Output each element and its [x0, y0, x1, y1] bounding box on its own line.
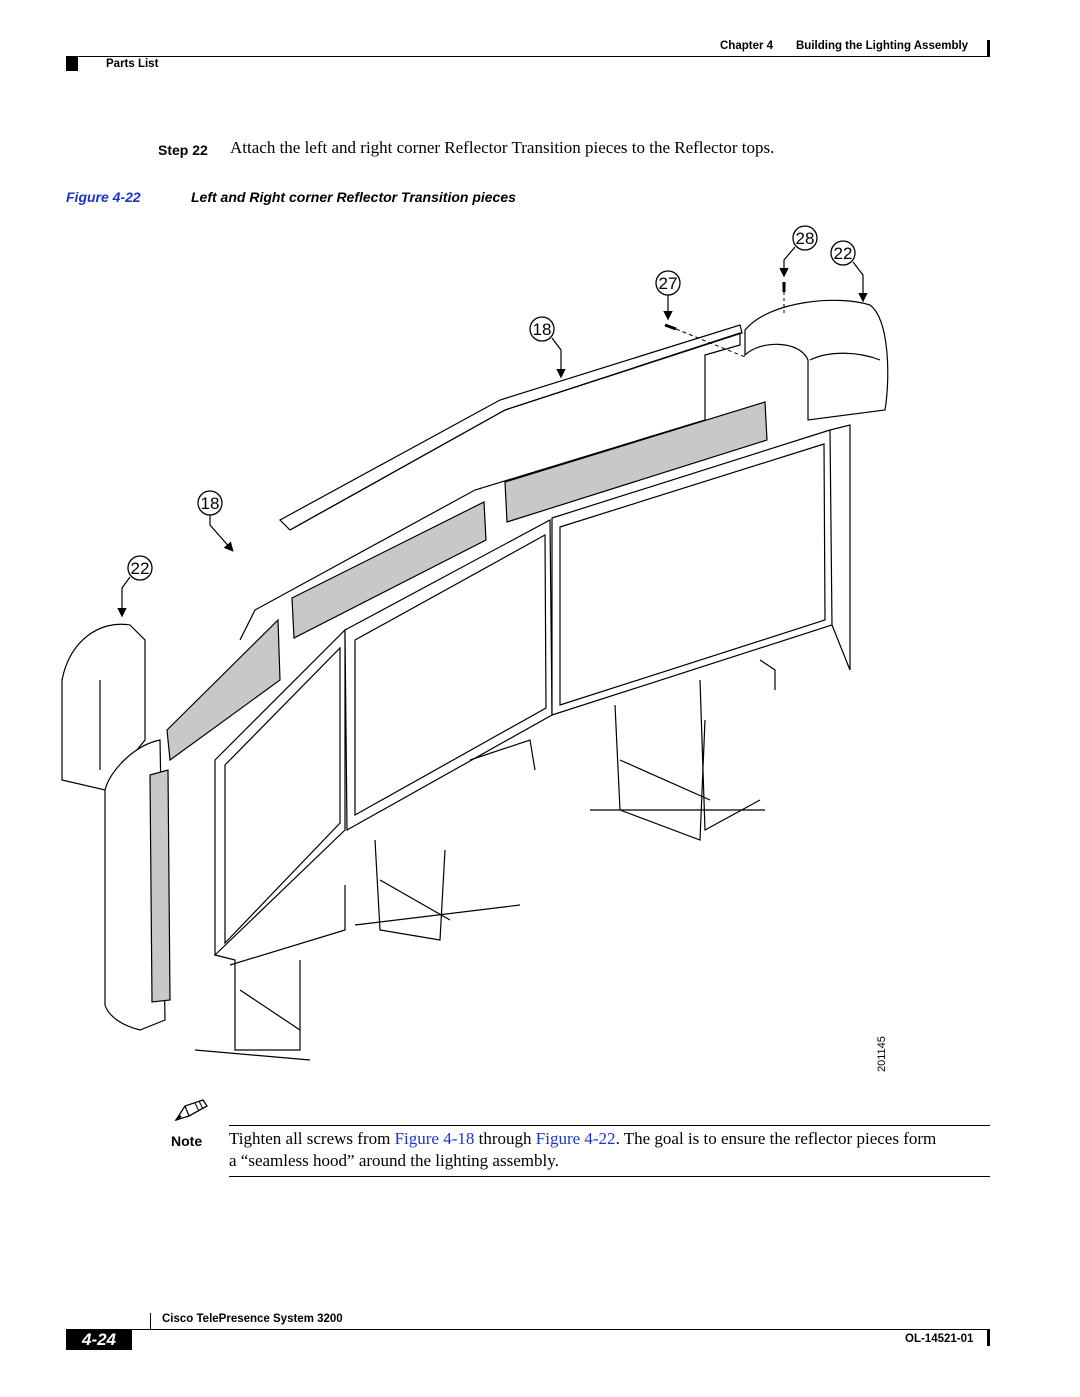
svg-text:22: 22 — [130, 559, 150, 578]
note-label: Note — [171, 1133, 203, 1149]
footer-right-bar — [987, 1330, 990, 1346]
callout-22-right — [831, 241, 863, 300]
callout-18-top — [530, 317, 561, 376]
svg-text:22: 22 — [833, 244, 853, 263]
chapter-label: Chapter 4 — [720, 40, 774, 52]
svg-text:27: 27 — [658, 274, 678, 293]
assembly-drawing — [62, 300, 888, 1060]
note-text-line1 — [229, 1129, 936, 1149]
step-text: Attach the left and right corner Reflector Transition pieces to the Reflector tops. — [230, 138, 775, 157]
figure-label: Figure 4-22 — [66, 189, 141, 205]
callout-22-left — [122, 556, 152, 615]
stand-center — [355, 840, 520, 940]
footer-rule — [66, 1329, 990, 1330]
note-bottom-rule — [229, 1176, 990, 1177]
callout-27 — [656, 271, 680, 318]
link-figure-4-22[interactable]: Figure 4-22 — [535, 1129, 616, 1148]
callout-28 — [784, 226, 817, 275]
note-text-part1: Tighten all screws from — [229, 1129, 395, 1148]
right-transition-piece — [745, 300, 888, 420]
stand-left — [195, 955, 310, 1060]
callout-18-left — [198, 491, 232, 550]
header-section: Parts List — [106, 58, 159, 70]
figure-id: 201145 — [876, 1036, 888, 1072]
note-text-part2: through — [474, 1129, 536, 1148]
step-label: Step 22 — [158, 142, 208, 158]
footer-page-number: 4-24 — [81, 1330, 117, 1349]
header-chapter-title: Building the Lighting Assembly — [796, 40, 969, 52]
note-text-part3: . The goal is to ensure the reflector pieces form — [615, 1129, 937, 1148]
svg-text:18: 18 — [200, 494, 220, 513]
figure-title: Left and Right corner Reflector Transition pieces — [191, 189, 516, 205]
footer-doc-title: Cisco TelePresence System 3200 — [162, 1313, 343, 1325]
note-text-line2: a “seamless hood” around the lighting assembly. — [229, 1151, 559, 1170]
note-top-rule — [229, 1125, 990, 1126]
footer-left-tick — [150, 1313, 151, 1329]
svg-text:18: 18 — [532, 320, 552, 339]
stand-right — [590, 705, 765, 840]
note-pencil-icon — [173, 1098, 213, 1124]
link-figure-4-18[interactable]: Figure 4-18 — [394, 1129, 475, 1148]
footer-doc-id: OL-14521-01 — [905, 1333, 974, 1345]
svg-text:28: 28 — [795, 229, 815, 248]
